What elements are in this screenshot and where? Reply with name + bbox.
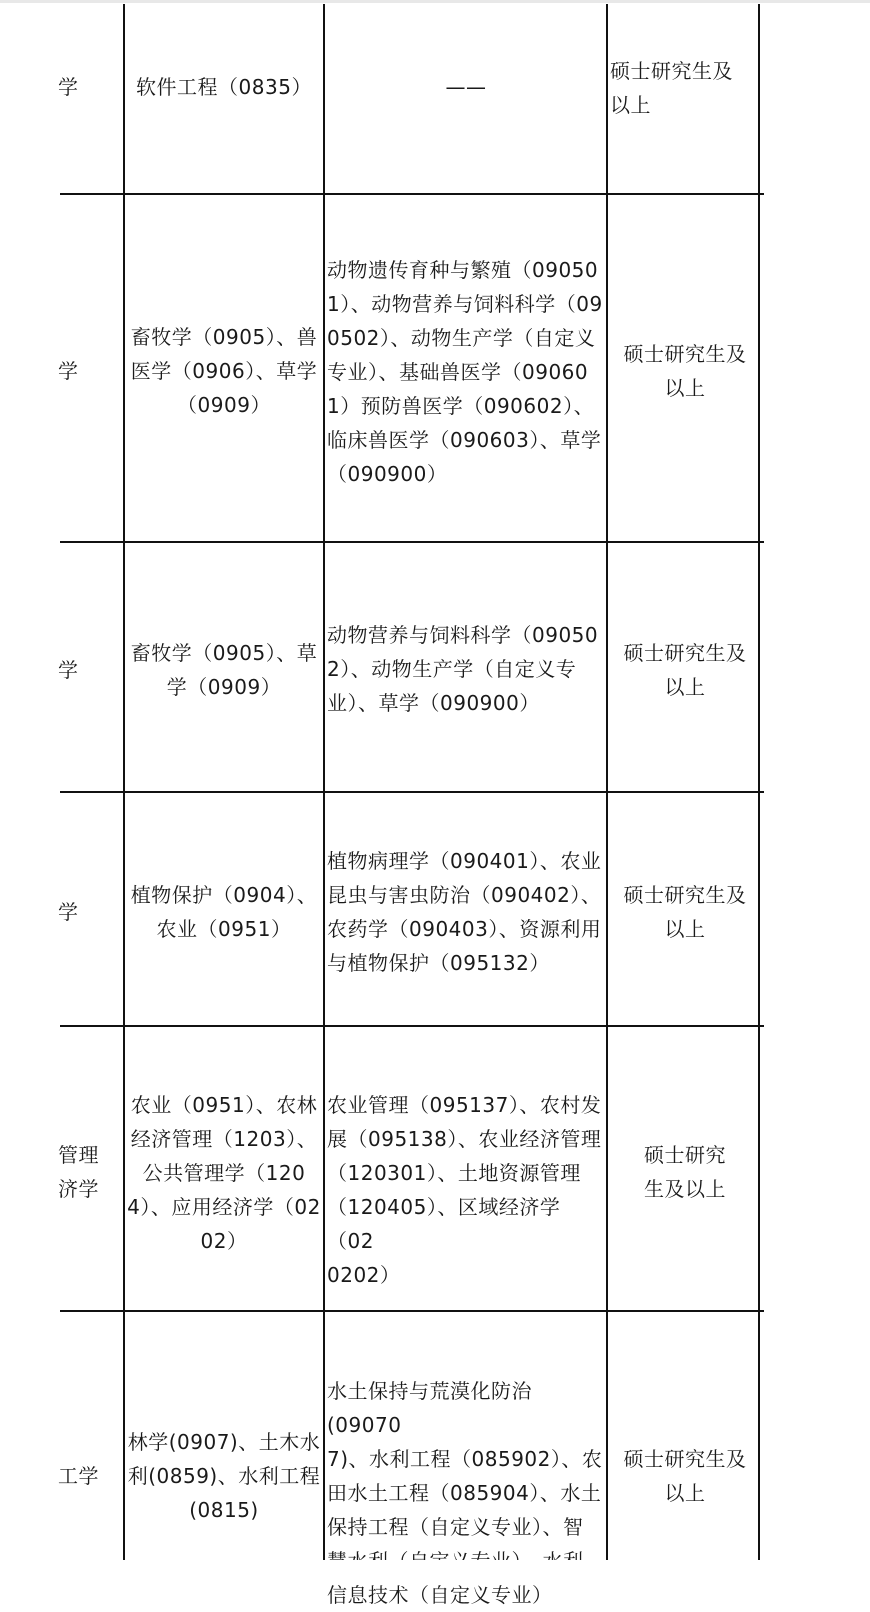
top-edge — [0, 0, 870, 3]
discipline-cell: 学 — [58, 75, 79, 99]
row-divider — [60, 541, 764, 543]
degree-cell: 硕士研究生及 以上 — [623, 342, 747, 400]
sub-major-cell: 农业管理（095137）、农村发 展（095138）、农业经济管理 （120301）、土地资源管理 （120405）、区域经济学（02 0202） — [327, 1093, 602, 1287]
sub-major-cell: 水土保持与荒漠化防治(09070 7)、水利工程（085902）、农 田水土工程（085904）、水土 保持工程（自定义专业）、智 信息技术（自定义专业） — [327, 1379, 603, 1607]
discipline-cell: 学 — [58, 658, 79, 682]
major-cell: 软件工程（0835） — [136, 75, 312, 99]
discipline-cell: 管理 济学 — [58, 1143, 99, 1201]
major-cell: 林学(0907)、土木水 利(0859)、水利工程 (0815) — [127, 1430, 321, 1522]
discipline-cell: 工学 — [58, 1464, 99, 1488]
column-divider — [123, 4, 125, 1560]
discipline-cell: 学 — [58, 900, 79, 924]
degree-cell: 硕士研究生及 以上 — [623, 641, 747, 699]
sub-major-cell: 动物遗传育种与繁殖（09050 1）、动物营养与饲料科学（09 0502）、动物生产学（自定义 专业）、基础兽医学（09060 1）预防兽医学（090602）、 临床兽医学（090603）、草学 （090900） — [327, 258, 603, 486]
column-divider — [606, 4, 608, 1560]
major-cell: 植物保护（0904）、 农业（0951） — [130, 883, 318, 941]
sub-major-cell: 植物病理学（090401）、农业 昆虫与害虫防治（090402）、 农药学（090403）、资源利用 与植物保护（095132） — [327, 849, 602, 975]
major-cell: 农业（0951）、农林 经济管理（1203）、 公共管理学（120 4）、应用经济学（02 02） — [127, 1093, 321, 1253]
page-bottom-cut — [0, 1560, 870, 1578]
degree-cell: 硕士研究生及 以上 — [623, 883, 747, 941]
row-divider — [60, 791, 764, 793]
degree-cell: 硕士研究 生及以上 — [644, 1143, 726, 1201]
column-divider — [758, 4, 760, 1560]
major-cell: 畜牧学（0905）、兽 医学（0906）、草学 （0909） — [130, 325, 318, 417]
row-divider — [60, 1025, 764, 1027]
sub-major-cell: 动物营养与饲料科学（09050 2）、动物生产学（自定义专 业）、草学（090900） — [327, 623, 599, 715]
sub-major-cell: —— — [445, 75, 487, 99]
row-divider — [60, 193, 764, 195]
discipline-cell: 学 — [58, 359, 79, 383]
row-divider — [60, 1310, 764, 1312]
column-divider — [323, 4, 325, 1560]
degree-cell: 硕士研究生及 以上 — [623, 1447, 747, 1505]
major-cell: 畜牧学（0905）、草 学（0909） — [130, 641, 318, 699]
degree-cell: 硕士研究生及 以上 — [610, 59, 733, 117]
